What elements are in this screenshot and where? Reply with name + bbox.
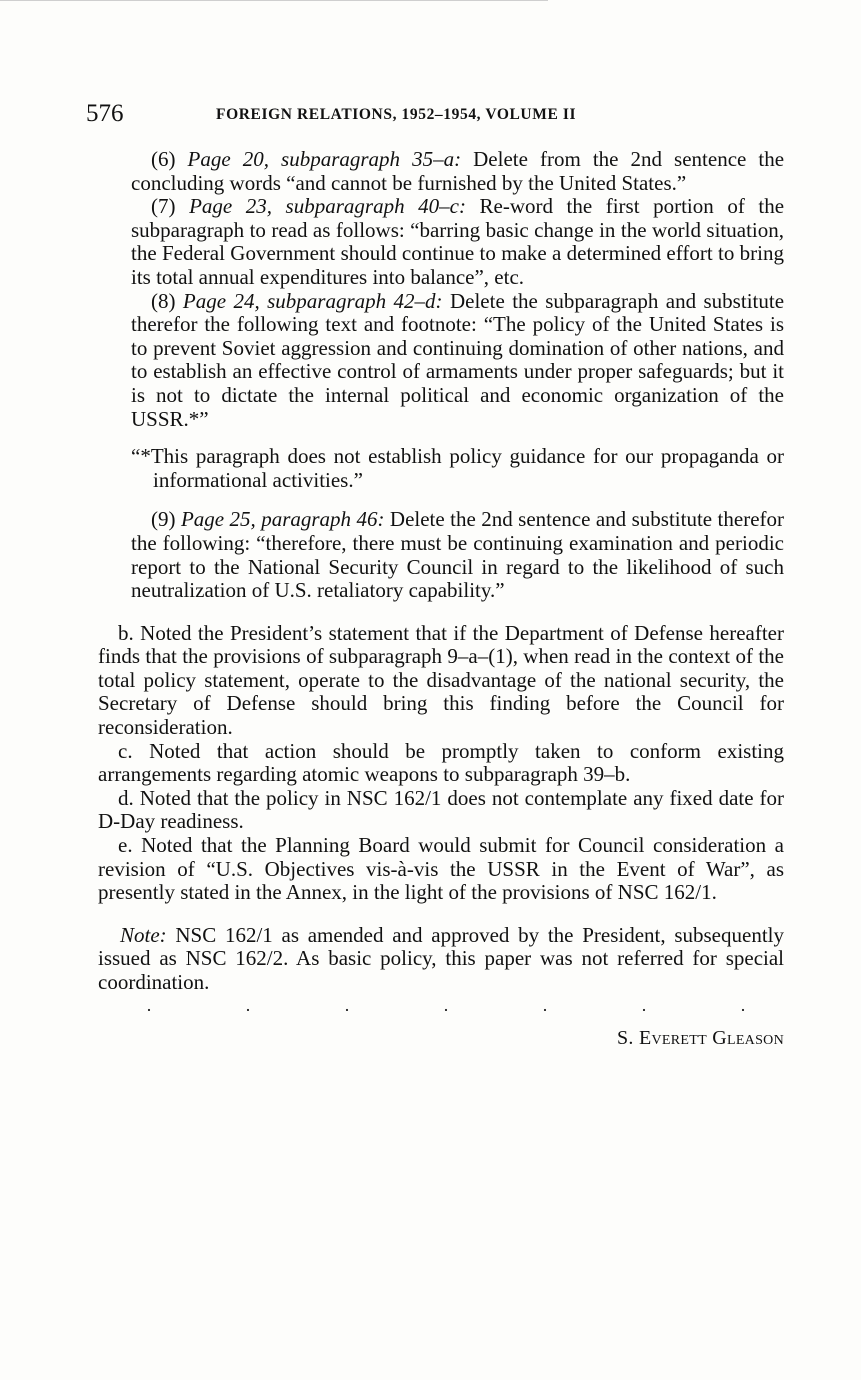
amendment-item-8 [131, 290, 784, 432]
signature: S. Everett Gleason [616, 1026, 784, 1049]
ellipsis-dot: · [245, 999, 251, 1020]
item-label: (9) [151, 507, 176, 532]
item-label: (7) [151, 194, 176, 219]
page-number: 576 [86, 100, 124, 127]
ellipsis-dots [146, 1001, 746, 1019]
ellipsis-dot: · [344, 999, 350, 1020]
item-text: Re-word the first portion of the subparagraph to read as follows: “barring basic change in the world situation, the Federal Government should continue to make a determined effort to bring its total annual expenditures into balance”, etc. [131, 194, 785, 289]
item-label: (6) [151, 147, 176, 171]
ellipsis-dot: · [740, 999, 746, 1020]
item-text: Delete the subparagraph and substitute therefor the following text and footnote: “The policy of the United States is to prevent Soviet aggression and continuing domination of other nations, and to establish an effective control of armaments under proper safeguards; but it is not to dictate the internal political and economic organization of the USSR.*” [131, 288, 785, 431]
amendment-item-9 [131, 508, 784, 602]
amendment-item-6 [131, 148, 784, 195]
page-header [86, 100, 686, 132]
paragraph-b: b. Noted the President’s statement that if the Department of Defense hereafter finds that the provisions of subparagraph 9–a–(1), when read in the context of the total policy statement, operate to the disadvantage of the national security, the Secretary of Defense should bring this finding before the Council for reconsideration. [98, 620, 784, 740]
document-body [98, 148, 784, 1050]
item-reference: Page 24, subparagraph 42–d: [182, 288, 443, 313]
note-text: NSC 162/1 as amended and approved by the President, subsequently issued as NSC 162/2. As basic policy, this paper was not referred for special coordination. [98, 922, 784, 994]
item-text: Delete from the 2nd sentence the concluding words “and cannot be furnished by the United States.” [131, 147, 785, 195]
paragraph-e: e. Noted that the Planning Board would submit for Council consideration a revision of “U.S. Objectives vis-à-vis the USSR in the Event of War”, as presently stated in the Annex, in the light of the provisions of NSC 162/1. [98, 833, 784, 905]
item-label: (8) [151, 288, 176, 313]
item-reference: Page 25, paragraph 46: [180, 507, 385, 532]
item-reference: Page 20, subparagraph 35–a: [187, 147, 462, 171]
top-edge-rule [0, 0, 548, 1]
editorial-note [98, 924, 784, 995]
running-head: FOREIGN RELATIONS, 1952–1954, VOLUME II [216, 106, 577, 123]
paragraph-c: c. Noted that action should be promptly taken to conform existing arrangements regarding atomic weapons to subparagraph 39–b. [98, 738, 784, 787]
ellipsis-dot: · [641, 999, 647, 1020]
note-label: Note: [120, 922, 167, 947]
ellipsis-dot: · [146, 999, 152, 1020]
footnote-quote: “*This paragraph does not establish policy guidance for our propaganda or informational activities.” [131, 444, 784, 492]
amendments-block [131, 148, 784, 603]
ellipsis-dot: · [443, 999, 449, 1020]
paragraph-d: d. Noted that the policy in NSC 162/1 does not contemplate any fixed date for D-Day readiness. [98, 785, 784, 834]
item-reference: Page 23, subparagraph 40–c: [189, 194, 466, 219]
ellipsis-dot: · [542, 999, 548, 1020]
item-text: Delete the 2nd sentence and substitute therefor the following: “therefore, there must be continuing examination and periodic report to the National Security Council in regard to the likelihood of such neutralization of U.S. retaliatory capability.” [131, 507, 785, 603]
amendment-item-7 [131, 195, 784, 289]
